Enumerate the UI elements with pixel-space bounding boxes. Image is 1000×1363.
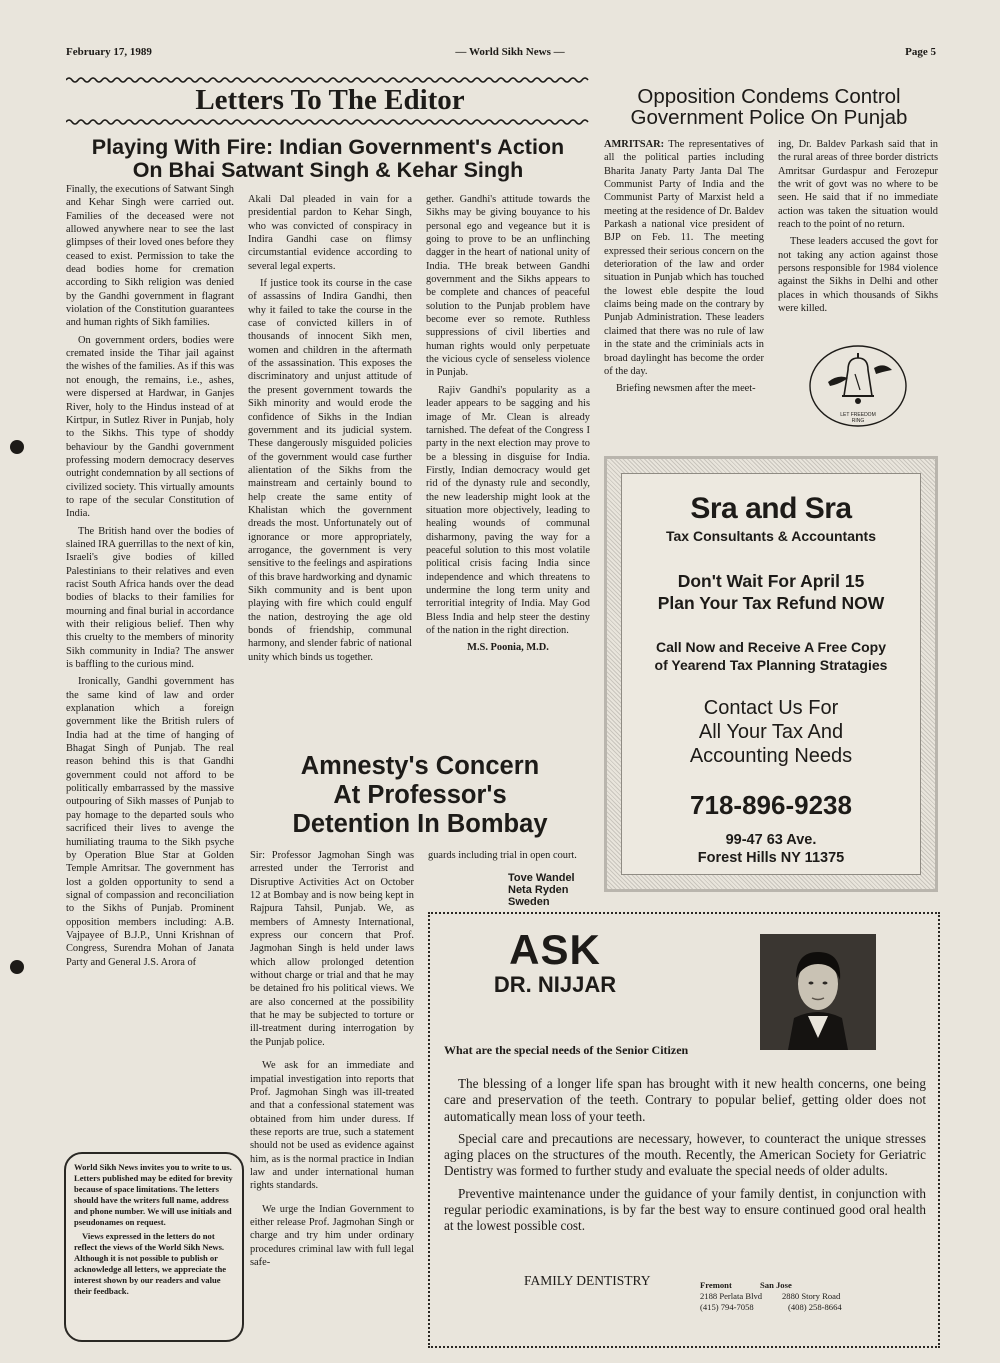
dental-office-fremont — [700, 1280, 762, 1313]
tax-ad-contact-line: Accounting Needs — [689, 745, 853, 767]
letters-paragraph: gether. Gandhi's attitude towards the Sikhs may be giving bouyance to his personal ego and vegeance but it is going to prove to be an unflinching dagger in the heart of national unity of India. THe break between Gandhi government and the Sikhs appears to be complete and chances of peaceful solution to the Punjab problem have become ever so remote. Ruthless suppressions of civil liberties and human rights would only perpetuate the vicious cycle of senseless violence in Punjab. — [426, 194, 590, 379]
amnesty-paragraph: Sir: Professor Jagmohan Singh was arrested under the Terrorist and Disruptive Activities Act on October 12 at Bombay and is now being kept in Rajpura Tahsil, Punjab. We, as members of Amnesty International, express our concern that Prof. Jagmohan Singh is held under laws which allow prolonged detention without charge or trial and that he may be detained fro his political views. We are also concerned at the possibility that he may be subjected to torture or ill-treatment during interrogation by the Punjab police. — [250, 850, 414, 1048]
amnesty-headline-line: Detention In Bombay — [292, 810, 548, 838]
office-phone: (415) 794-7058 — [700, 1302, 754, 1312]
tax-ad-subtitle: Tax Consultants & Accountants — [665, 528, 877, 544]
letters-notice-box — [64, 1152, 244, 1342]
opposition-paragraph-text: The representatives of all the political parties including Bharita Janaty Party Janta Dal The Communist Party of India and the Communist Party of Marxist held a meeting at the residence of Dr. Baldev Parkash a national vice president of BJP on Feb. 11. The meeting expressed their serious concern on the deterioration of the law and order situation in Punjab which has touched the lowest eble despite the loud claims being made on the contrary by Punjab Administration. These leaders claimed that there was no rule of law in the state and the criminials acts in broad daylinght has become the order of the day. — [604, 139, 764, 377]
notice-paragraph: World Sikh News invites you to write to us. Letters published may be edited for brevity because of space limitations. The letters should have the writers full name, address and phone number. We will use initials and pseudonames on request. — [74, 1162, 233, 1227]
opposition-paragraph: ing, Dr. Baldev Parkash said that in the rural areas of three border districts Amritsar Gurdaspur and Ferozepur the writ of govt was no where to be seen. He said that if no immediate action was taken the situation would reach to the point of no return. — [778, 139, 938, 231]
tax-ad-address — [622, 831, 920, 867]
dental-ad-subtitle: DR. NIJJAR — [493, 972, 617, 997]
masthead-date: February 17, 1989 — [66, 46, 152, 58]
letters-paragraph: Finally, the executions of Satwant Singh and Kehar Singh were carried out. Families of the deceased were not allowed anywhere near to see the last glimpses of their loved ones before they ceased to exist. Permission to take the dead bodies home for cremation according to Sikh religion was denied by the Gandhi government in flagrant violation of the Constitution guarantees and human rights of Sikh families. — [66, 184, 234, 329]
letters-paragraph: On government orders, bodies were cremated inside the Tihar jail against the wishes of the families. As if this was not enough, the remains, i.e., ashes, were dispersed at Hardwar, in Ganjes River, holy to the Hindus instead of at Kirtpur, in Sutlez River in Punjab, holy to the Sikhs. This type of shoddy behaviour by the Gandhi government professing modern democracy deserves outright condemnation by all sections of civilized society. This virtually amounts to rape of the secular Constitution of India. — [66, 334, 234, 520]
opposition-paragraph — [604, 138, 764, 378]
amnesty-paragraph: guards including trial in open court. — [428, 850, 577, 861]
dental-ad-paragraph: Special care and precautions are necessary, however, to counteract the unique stresses aging places on the structures of the mouth. Recently, the American Society for Geriatric Dentistry was formed to further study and evaluate the special needs of older adults. — [444, 1130, 926, 1179]
amnesty-signer: Sweden — [508, 896, 550, 908]
opposition-headline-line: Government Police On Punjab — [630, 106, 908, 129]
masthead-page-number: Page 5 — [905, 46, 936, 58]
opposition-dateline: AMRITSAR: — [604, 139, 665, 150]
doctor-portrait-photo — [760, 934, 876, 1050]
dental-ad-body — [444, 1076, 926, 1235]
tax-ad-promo-line: Plan Your Tax Refund NOW — [657, 593, 885, 613]
dental-ad-title-block — [470, 928, 640, 998]
amnesty-signer: Tove Wandel — [508, 872, 575, 884]
opposition-paragraph: Briefing newsmen after the meet- — [616, 383, 756, 395]
tax-ad-promo-line: Don't Wait For April 15 — [677, 571, 865, 591]
letters-column-1 — [66, 183, 234, 973]
seal-text: LET FREEDOM RING — [840, 412, 876, 424]
opposition-column-1 — [604, 138, 764, 400]
tax-ad-contact — [622, 696, 920, 768]
office-city: Fremont — [700, 1280, 732, 1290]
tax-ad-address-line: 99-47 63 Ave. — [725, 832, 817, 848]
tax-ad-offer-line: Call Now and Receive A Free Copy — [655, 639, 887, 655]
letters-paragraph: The British hand over the bodies of slained IRA guerrillas to the next of kin, Israeli's give bodies of killed Palestinians to their relatives and even racist South Africa hands over the dead bodies of blacks to their families for mourning and final burial in accordance with their religious belief. Then why this cruelty to the members of minority Sikh community in India? The answer is baffling to the curious mind. — [66, 525, 234, 671]
punch-hole-mark — [10, 960, 24, 974]
amnesty-paragraph: We ask for an immediate and impatial investigation into reports that Prof. Jagmohan Singh was ill-treated and that a confessional statement was obtained from him under duress. If these reports are true, such a statement should not be used as evidence against him, as is the normal practice in Indian law and under international human rights standards. — [250, 1060, 414, 1192]
tax-ad-inner — [621, 473, 921, 875]
letters-signature: M.S. Poonia, M.D. — [467, 642, 549, 654]
opposition-headline-line: Opposition Condems Control — [637, 85, 901, 108]
office-street: 2188 Perlata Blvd — [700, 1291, 763, 1301]
amnesty-signature — [508, 872, 575, 908]
tax-ad-offer-line: of Yearend Tax Planning Stratagies — [654, 657, 888, 673]
amnesty-signer: Neta Ryden — [508, 884, 569, 896]
tax-ad — [604, 456, 938, 892]
tax-ad-promo — [622, 570, 920, 614]
dental-office-san-jose — [760, 1280, 856, 1313]
dental-ad-paragraph: The blessing of a longer life span has brought with it new health concerns, one being care and preservation of the teeth. Contrary to popular belief, getting older does not automatically mean loss of your teeth. — [444, 1076, 926, 1124]
amnesty-headline-line: At Professor's — [333, 781, 507, 809]
letters-paragraph: If justice took its course in the case of assassins of Indira Gandhi, then why it failed to take the course in the case of convicted killers in of thousands of innocent Sikh men, women and children in the aftermath of the assassination. This exposes the discriminatory and unjust attitude of the present government towards the Sikh minority and would erode the confidence of Sikhs in the Indian government and its judicial system. These dangerously misguided policies of the government would case further alientation of the Sikhs from the mainstream and certainly bound to help create the same entity of Khalistan which the government dreads the most. Unfortunately out of ignorance or more appropriately, arrogance, the government is very sensitive to the feelings and aspirations of this brave hardworking and dynamic Sikh community and is bent upon playing with fire which could engulf the nation, destroying the age old bonds of friendship, communal harmony, and slender fabric of national unity which binds us together. — [248, 278, 412, 663]
bottom-wavy-rule — [66, 118, 590, 126]
dental-ad-paragraph: Preventive maintenance under the guidance of your family dentist, in conjunction with regular periodic examinations, is by far the best way to ensure continued good oral health at the lowest possible cost. — [444, 1185, 926, 1234]
dental-ad-practice-name: FAMILY DENTISTRY — [524, 1273, 651, 1288]
opposition-paragraph: These leaders accused the govt for not taking any action against those persons responsible for 1984 violence against the Sikhs in Delhi and other places in which thousands of Sikhs were killed. — [778, 236, 938, 315]
office-street: 2880 Story Road — [782, 1291, 841, 1301]
office-phone: (408) 258-8664 — [788, 1302, 842, 1312]
opposition-column-2 — [778, 138, 938, 319]
letters-column-2 — [248, 193, 412, 668]
letters-paragraph: Ironically, Gandhi government has the same kind of law and order explanation which a foreign government like the British rulers of India had at the time of hanging of Bhagat Singh of Punjab. The real reason behind this is that Gandhi government could not afford to be politically embarrassed by the massive outpouring of Sikh masses of Punjab to pay homage to the departed souls who sacrificed their lives to avenge the humiliating trauma to the Sikh psyche by Operation Blue Star at Golden Temple Amritsar. The government has lost a golden opportunity to send a signal of compassion and reconciliation to the Sikhs of Punjab. Prominent opposition members including: A.B. Vajpayee of B.J.P., Unni Krishnan of Congress, Surendra Mohan of Janata Party and General J.S. Arora of — [66, 676, 234, 968]
office-city: San Jose — [760, 1280, 792, 1290]
tax-ad-address-line: Forest Hills NY 11375 — [697, 850, 845, 866]
letters-column-3 — [426, 193, 590, 655]
punch-hole-mark — [10, 440, 24, 454]
amnesty-headline-line: Amnesty's Concern — [300, 752, 540, 780]
dental-ad-question: What are the special needs of the Senior Citizen — [444, 1043, 689, 1057]
letters-paragraph: Rajiv Gandhi's popularity as a leader appears to be sagging and his image of Mr. Clean is already tarnished. The defeat of the Congress I party in the next election may prove to be a blessing in disguise for India. Firstly, Indian democracy would get rid of the dynasty rule and secondly, the new leadership might look at the situation more objectively, leading to healing wounds of communal disharmony, paving the way for a peaceful solution to this most volatile political crisis facing India since independence and which threatens to undermine the long term unity and terroritial integrity of India. May God Bless India and help steer the destiny of the nation in the right direction. — [426, 384, 590, 636]
amnesty-column-2 — [428, 849, 588, 866]
letters-headline: Playing With Fire: Indian Government's Action On Bhai Satwant Singh & Kehar Singh — [91, 135, 565, 182]
tax-ad-contact-line: Contact Us For — [703, 697, 839, 719]
opposition-headline — [604, 86, 934, 128]
letters-paragraph: Akali Dal pleaded in vain for a presidential pardon to Kehar Singh, who was convicted of conspiracy in Indira Gandhi case on flimsy circumstantial evidence according to several legal experts. — [248, 194, 412, 272]
tax-ad-contact-line: All Your Tax And — [698, 721, 844, 743]
tax-ad-phone: 718-896-9238 — [690, 790, 852, 820]
tax-ad-offer — [622, 638, 920, 674]
amnesty-headline — [250, 752, 590, 839]
amnesty-column-1 — [250, 849, 414, 1273]
amnesty-paragraph: We urge the Indian Government to either release Prof. Jagmohan Singh or charge and try him under ordinary procedures criminal law with full legal safe- — [250, 1203, 414, 1268]
letters-section-title: Letters To The Editor — [195, 84, 465, 116]
tax-ad-name: Sra and Sra — [690, 492, 852, 525]
notice-paragraph: Views expressed in the letters do not reflect the views of the World Sikh News. Although it is not possible to publish or acknowledge all letters, we appreciate the interest shown by our readers and value their feedback. — [74, 1231, 227, 1296]
masthead-paper-name: — World Sikh News — — [455, 46, 565, 58]
top-wavy-rule — [66, 76, 590, 84]
dental-ad-title: ASK — [509, 926, 601, 973]
